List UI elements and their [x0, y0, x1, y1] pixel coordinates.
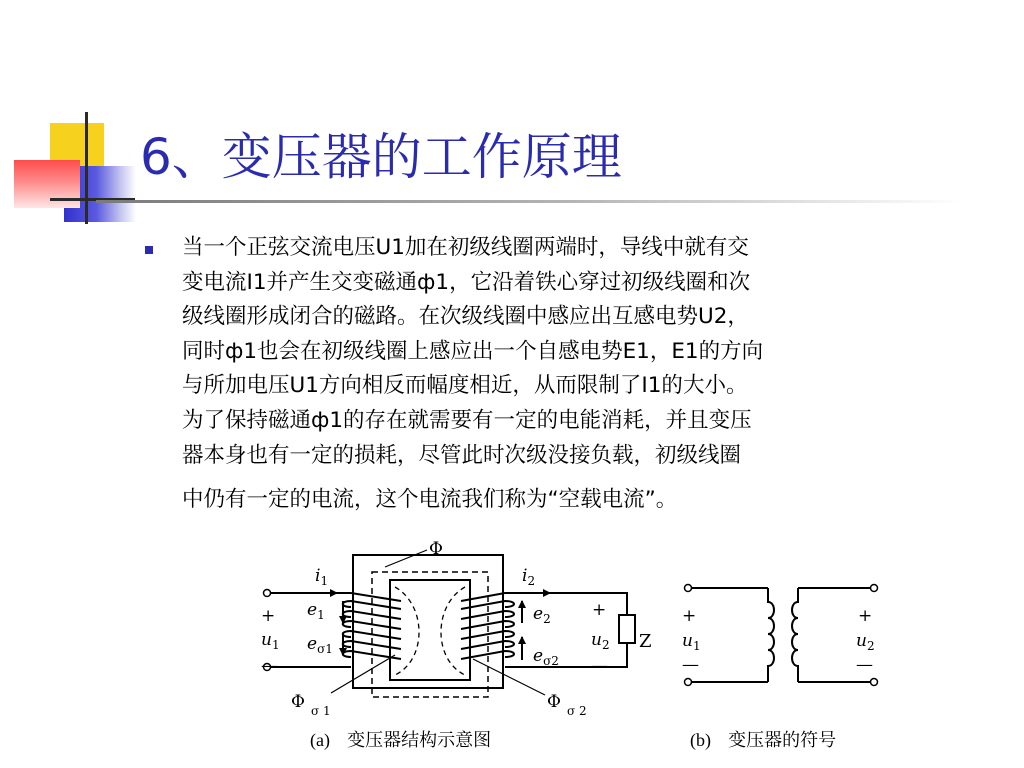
terminal: [685, 585, 692, 592]
e2-label: $e_2$: [533, 604, 551, 626]
symbol-minus-1: —: [682, 655, 699, 675]
es1-label: $e_{\sigma 1}$: [307, 634, 333, 656]
transformer-symbol-diagram: [676, 578, 886, 688]
paragraph-line: 级线圈形成闭合的磁路。在次级线圈中感应出互感电势U2，: [182, 304, 749, 330]
terminal: [264, 590, 271, 597]
minus-sign-1: —: [261, 656, 278, 676]
es2-label: $e_{\sigma 2}$: [533, 646, 559, 668]
symbol-u1-label: $u_1$: [682, 631, 701, 653]
primary-winding: [267, 593, 401, 667]
figure-a-caption: [310, 726, 491, 752]
title-divider: [96, 200, 964, 203]
phi-s1-label: Φ $_{\sigma 1}$: [291, 692, 331, 718]
symbol-primary-coil: [768, 588, 774, 682]
terminal: [685, 679, 692, 686]
terminal: [871, 679, 878, 686]
paragraph-line: 中仍有一定的电流，这个电流我们称为“空载电流”。: [182, 487, 678, 513]
figure-b-caption: [690, 726, 836, 752]
phi-leader: [385, 550, 427, 567]
u2-label: $u_2$: [591, 630, 610, 652]
transformer-structure-diagram: [255, 535, 655, 725]
symbol-plus-1: +: [682, 606, 697, 626]
figure-a-caption-text: 变压器结构示意图: [347, 730, 492, 751]
e1-label: $e_1$: [307, 600, 325, 622]
paragraph-line: 为了保持磁通ф1的存在就需要有一定的电能消耗，并且变压: [182, 407, 752, 433]
paragraph-line: 当一个正弦交流电压U1加在初级线圈两端时，导线中就有交: [182, 235, 749, 260]
symbol-primary-wire: [688, 588, 768, 682]
i2-label: $i_2$: [522, 566, 536, 588]
symbol-plus-2: +: [858, 606, 873, 626]
paragraph-line: 器本身也有一定的损耗，尽管此时次级没接负载，初级线圈: [182, 442, 742, 468]
paragraph-line: 同时ф1也会在初级线圈上感应出一个自感电势E1，E1的方向: [182, 338, 764, 364]
symbol-minus-2: —: [856, 655, 873, 675]
bullet-icon: [145, 246, 153, 254]
phi-label: Φ: [429, 539, 443, 559]
core-inner: [390, 580, 470, 680]
i1-label: $i_1$: [315, 566, 329, 588]
figure-a-caption-letter: (a): [310, 730, 330, 750]
minus-sign-2: —: [591, 656, 608, 676]
slide-title: 6、变压器的工作原理: [140, 128, 622, 186]
terminal: [871, 585, 878, 592]
deco-vertical-line: [85, 112, 88, 224]
paragraph-line: 变电流I1并产生交变磁通ф1，它沿着铁心穿过初级线圈和次: [182, 269, 751, 295]
figure-b-caption-text: 变压器的符号: [728, 730, 837, 751]
core-outer: [353, 555, 503, 688]
z-label: Z: [639, 631, 652, 652]
symbol-u2-label: $u_2$: [856, 631, 875, 653]
phi-s2-label: Φ $_{\sigma 2}$: [547, 692, 587, 718]
paragraph-line: 与所加电压U1方向相反而幅度相近，从而限制了I1的大小。: [182, 373, 748, 399]
plus-sign-1: +: [261, 606, 276, 626]
symbol-secondary-coil: [792, 588, 798, 682]
figure-b-caption-letter: (b): [690, 730, 711, 750]
plus-sign-2: +: [592, 600, 607, 620]
u1-label: $u_1$: [261, 630, 280, 652]
bullet-paragraph: [182, 231, 942, 518]
load-resistor: [619, 615, 635, 643]
